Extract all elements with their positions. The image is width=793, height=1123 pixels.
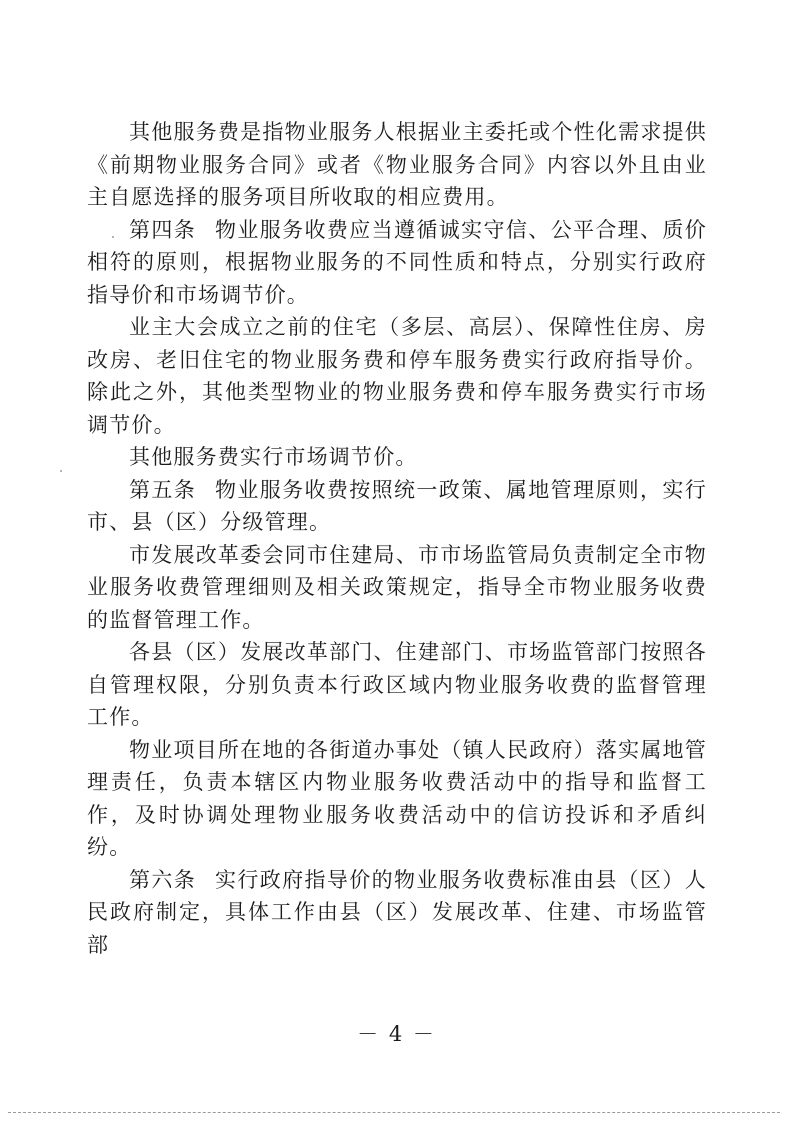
page-number: － 4 － [357,1022,436,1046]
paragraph-other-service-fee [87,116,707,214]
article-heading: 第五条 [129,477,197,502]
scan-artifact-dot [112,236,114,238]
scan-artifact-line [8,1112,780,1113]
paragraph-text: 物业服务收费按照统一政策、属地管理原则，实行市、县（区）分级管理。 [87,477,707,534]
paragraph-text: 市发展改革委会同市住建局、市市场监管局负责制定全市物业服务收费管理细则及相关政策规定，指导全市物业服务收费的监督管理工作。 [87,542,707,632]
document-body [87,116,707,961]
paragraph-text: 各县（区）发展改革部门、住建部门、市场监管部门按照各自管理权限，分别负责本行政区域内物业服务收费的监督管理工作。 [87,640,707,729]
paragraph-text: 物业服务收费应当遵循诚实守信、公平合理、质价相符的原则，根据物业服务的不同性质和特点，分别实行政府指导价和市场调节价。 [87,217,707,307]
article-heading: 第六条 [129,867,197,892]
paragraph-city-responsibility [87,539,707,637]
article-heading: 第四条 [129,217,197,242]
paragraph-text: 物业项目所在地的各街道办事处（镇人民政府）落实属地管理责任，负责本辖区内物业服务收费活动中的指导和监督工作，及时协调处理物业服务收费活动中的信访投诉和矛盾纠纷。 [87,737,707,859]
paragraph-article-5 [87,474,707,539]
paragraph-guided-price-scope [87,311,707,441]
paragraph-text: 实行政府指导价的物业服务收费标准由县（区）人民政府制定，具体工作由县（区）发展改革、住建、市场监管部 [87,867,707,957]
paragraph-text: 其他服务费是指物业服务人根据业主委托或个性化需求提供《前期物业服务合同》或者《物业服务合同》内容以外且由业主自愿选择的服务项目所收取的相应费用。 [87,120,707,209]
paragraph-article-4 [87,214,707,312]
paragraph-text: 业主大会成立之前的住宅（多层、高层）、保障性住房、房改房、老旧住宅的物业服务费和停车服务费实行政府指导价。除此之外，其他类型物业的物业服务费和停车服务费实行市场调节价。 [87,315,707,437]
paragraph-article-6 [87,864,707,962]
scan-artifact-dot [60,470,62,472]
paragraph-street-responsibility [87,734,707,864]
paragraph-market-price [87,441,707,474]
paragraph-county-responsibility [87,636,707,734]
paragraph-text: 其他服务费实行市场调节价。 [129,445,418,469]
